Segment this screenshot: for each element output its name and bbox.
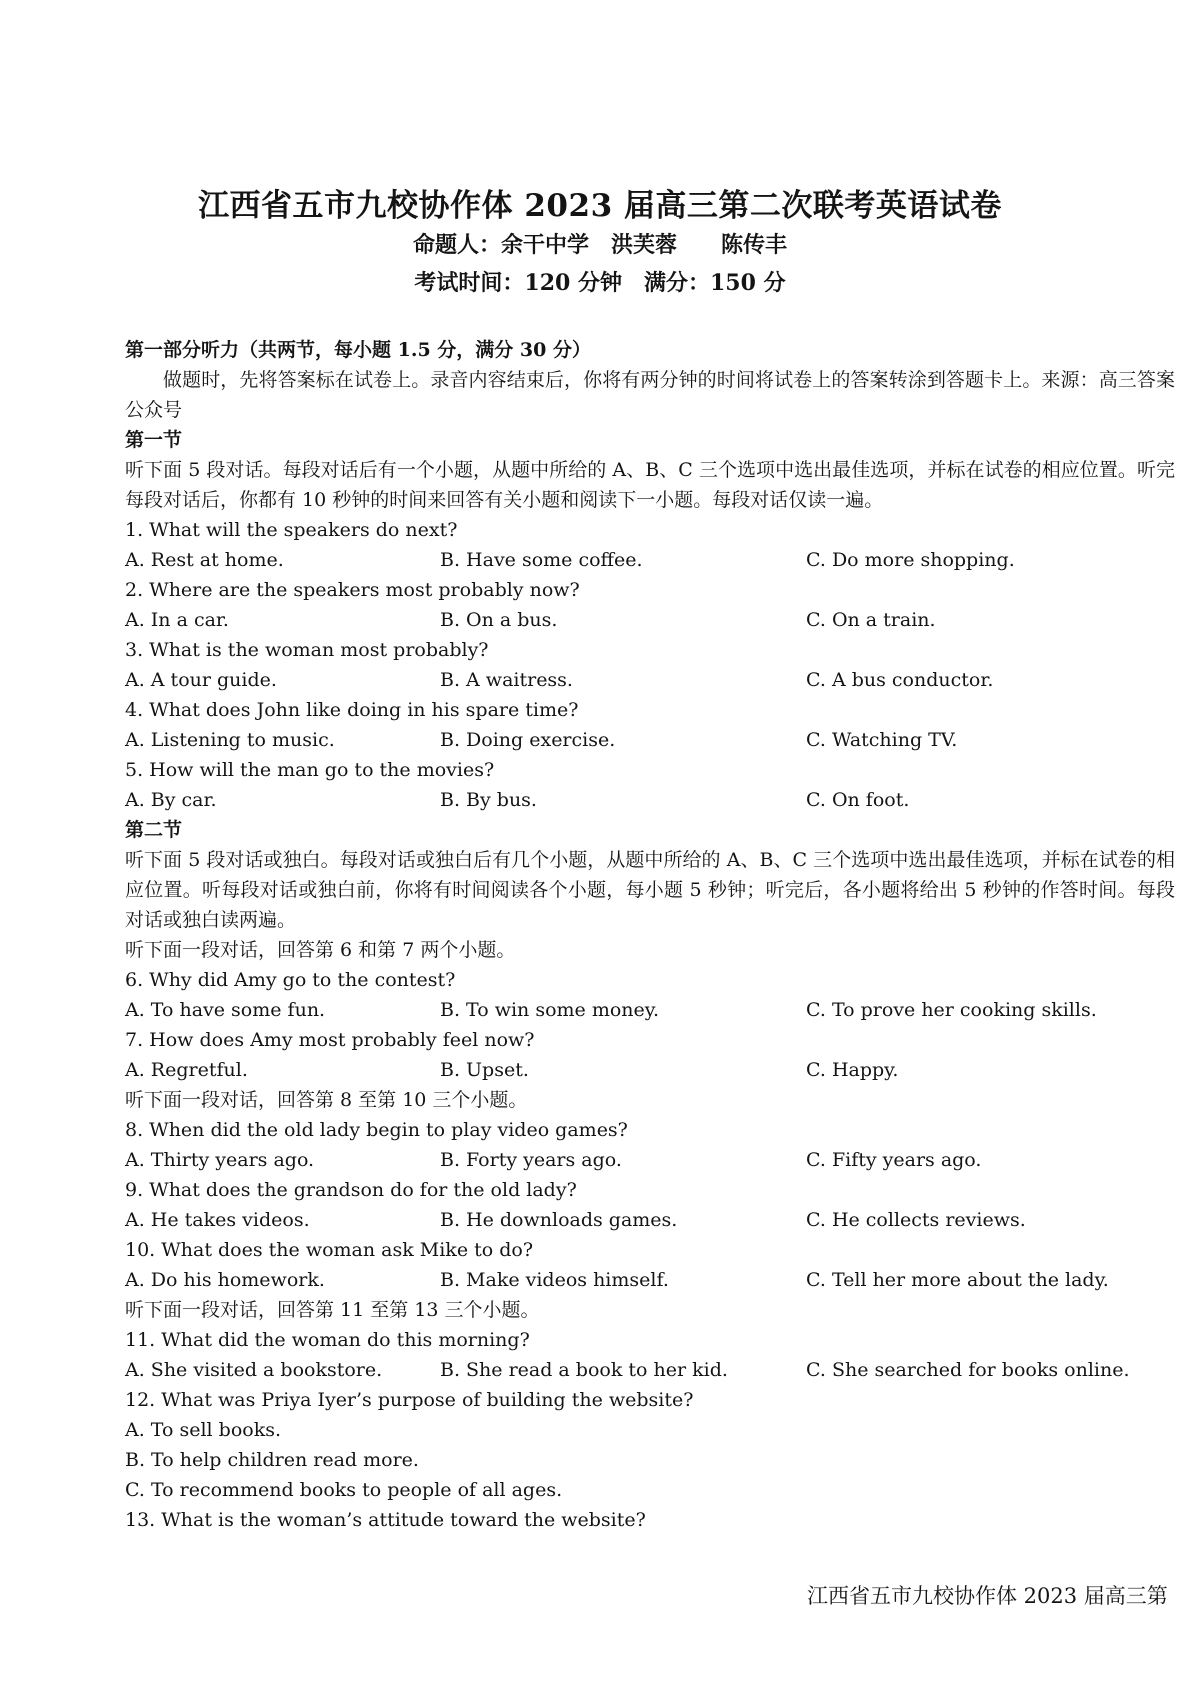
option-b: B. Make videos himself. [440, 1269, 669, 1291]
option-c: C. A bus conductor. [806, 669, 994, 691]
option-a: A. Listening to music. [125, 729, 335, 751]
option-a: A. In a car. [125, 609, 229, 631]
question-stem: 2. Where are the speakers most probably now? [125, 579, 580, 601]
question-1 [125, 515, 1175, 575]
question-options [125, 545, 1175, 575]
question-options [125, 1355, 1175, 1385]
option-b: B. Upset. [440, 1059, 529, 1081]
exam-body [125, 335, 1175, 1535]
option-b: B. He downloads games. [440, 1209, 678, 1231]
question-stem: 5. How will the man go to the movies? [125, 759, 495, 781]
question-stem: 8. When did the old lady begin to play video games? [125, 1119, 628, 1141]
question-options [125, 1145, 1175, 1175]
option-b: B. A waitress. [440, 669, 573, 691]
question-options [125, 785, 1175, 815]
page-footer: 江西省五市九校协作体 2023 届高三第 [807, 1584, 1168, 1608]
question-stem: 7. How does Amy most probably feel now? [125, 1029, 535, 1051]
question-10 [125, 1235, 1175, 1295]
exam-authors: 命题人：余干中学 洪芙蓉 陈传丰 [412, 232, 787, 258]
option-a: A. Regretful. [125, 1059, 248, 1081]
option-a: A. To sell books. [125, 1419, 282, 1441]
option-c: C. To recommend books to people of all ages. [125, 1479, 563, 1501]
group-note: 听下面一段对话，回答第 11 至第 13 三个小题。 [125, 1299, 540, 1321]
question-options [125, 605, 1175, 635]
option-b: B. Have some coffee. [440, 549, 643, 571]
question-options [125, 1265, 1175, 1295]
section1-instructions: 听下面 5 段对话。每段对话后有一个小题，从题中所给的 A、B、C 三个选项中选出最佳选项，并标在试卷的相应位置。听完每段对话后，你都有 10 秒钟的时间来回答有关小题和阅读下一小题。每段对话仅读一遍。 [125, 459, 1175, 511]
section1-heading: 第一节 [125, 429, 183, 451]
group-note: 听下面一段对话，回答第 6 和第 7 两个小题。 [125, 939, 516, 961]
question-7 [125, 1025, 1175, 1085]
question-9 [125, 1175, 1175, 1235]
option-c: C. Do more shopping. [806, 549, 1015, 571]
option-b: B. Forty years ago. [440, 1149, 622, 1171]
question-4 [125, 695, 1175, 755]
question-11 [125, 1325, 1175, 1385]
question-5 [125, 755, 1175, 815]
option-c: C. To prove her cooking skills. [806, 999, 1097, 1021]
question-stem: 6. Why did Amy go to the contest? [125, 969, 456, 991]
option-c: C. Watching TV. [806, 729, 958, 751]
question-options [125, 1055, 1175, 1085]
question-13 [125, 1505, 1175, 1535]
question-stem: 13. What is the woman’s attitude toward the website? [125, 1509, 646, 1531]
exam-time-and-score: 考试时间：120 分钟 满分：150 分 [414, 270, 786, 296]
option-b: B. By bus. [440, 789, 537, 811]
question-options [125, 995, 1175, 1025]
part1-heading: 第一部分听力（共两节，每小题 1.5 分，满分 30 分） [125, 339, 591, 361]
question-stem: 10. What does the woman ask Mike to do? [125, 1239, 533, 1261]
question-stem: 9. What does the grandson do for the old lady? [125, 1179, 577, 1201]
option-a: A. Thirty years ago. [125, 1149, 315, 1171]
question-options [125, 1205, 1175, 1235]
question-options [125, 665, 1175, 695]
option-a: A. Do his homework. [125, 1269, 325, 1291]
option-b: B. On a bus. [440, 609, 558, 631]
option-c: C. Fifty years ago. [806, 1149, 982, 1171]
question-3 [125, 635, 1175, 695]
question-stem: 3. What is the woman most probably? [125, 639, 489, 661]
option-b: B. She read a book to her kid. [440, 1359, 728, 1381]
question-options [125, 725, 1175, 755]
exam-title: 江西省五市九校协作体 2023 届高三第二次联考英语试卷 [198, 188, 1002, 224]
section2-instructions: 听下面 5 段对话或独白。每段对话或独白后有几个小题，从题中所给的 A、B、C 三个选项中选出最佳选项，并标在试卷的相应位置。听每段对话或独白前，你将有时间阅读各个小题，每小题 5 秒钟；听完后，各小题将给出 5 秒钟的作答时间。每段对话或独白读两遍。 [125, 849, 1175, 931]
part1-intro: 做题时，先将答案标在试卷上。录音内容结束后，你将有两分钟的时间将试卷上的答案转涂到答题卡上。来源：高三答案公众号 [125, 369, 1175, 421]
option-b: B. Doing exercise. [440, 729, 616, 751]
option-a: A. By car. [125, 789, 217, 811]
question-stem: 12. What was Priya Iyer’s purpose of building the website? [125, 1389, 694, 1411]
question-stem: 4. What does John like doing in his spare time? [125, 699, 579, 721]
option-a: A. A tour guide. [125, 669, 277, 691]
question-8 [125, 1115, 1175, 1175]
section2-heading: 第二节 [125, 819, 183, 841]
option-a: A. She visited a bookstore. [125, 1359, 383, 1381]
option-c: C. She searched for books online. [806, 1359, 1130, 1381]
question-12 [125, 1385, 1175, 1505]
question-stem: 11. What did the woman do this morning? [125, 1329, 530, 1351]
option-b: B. To win some money. [440, 999, 660, 1021]
option-a: A. To have some fun. [125, 999, 326, 1021]
option-c: C. Happy. [806, 1059, 899, 1081]
question-stem: 1. What will the speakers do next? [125, 519, 458, 541]
option-c: C. On a train. [806, 609, 936, 631]
option-b: B. To help children read more. [125, 1449, 419, 1471]
option-a: A. Rest at home. [125, 549, 284, 571]
option-c: C. He collects reviews. [806, 1209, 1026, 1231]
group-note: 听下面一段对话，回答第 8 至第 10 三个小题。 [125, 1089, 528, 1111]
option-c: C. Tell her more about the lady. [806, 1269, 1109, 1291]
option-a: A. He takes videos. [125, 1209, 310, 1231]
question-6 [125, 965, 1175, 1025]
question-2 [125, 575, 1175, 635]
option-c: C. On foot. [806, 789, 910, 811]
